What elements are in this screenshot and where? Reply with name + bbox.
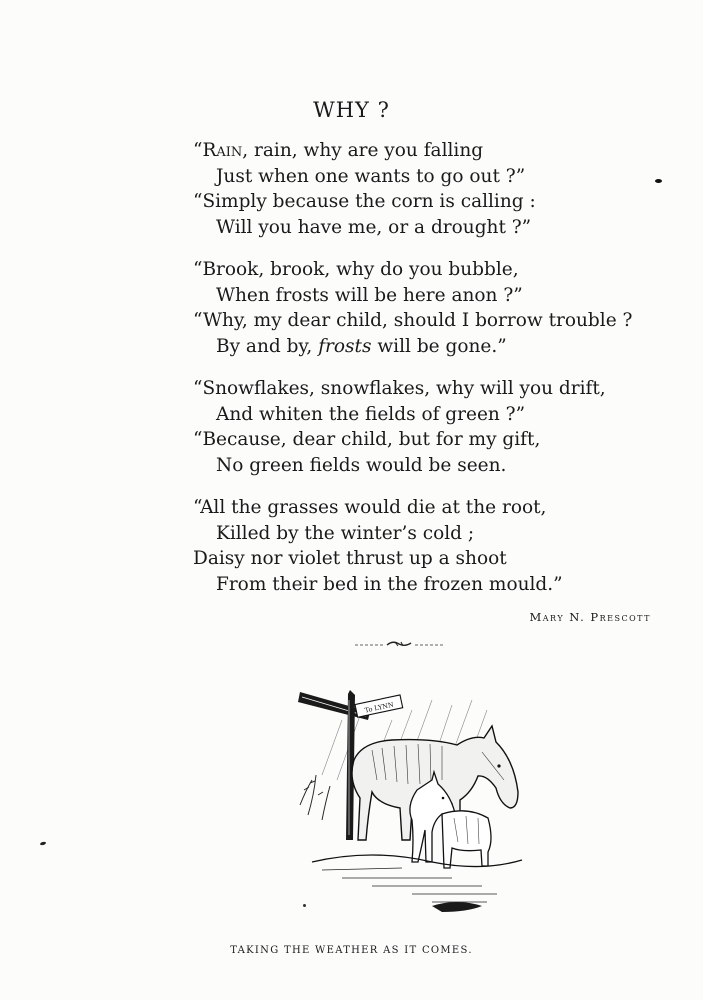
italic-word: frosts — [318, 335, 372, 357]
stanza-2 — [193, 257, 663, 359]
poem-line: When frosts will be here anon ?” — [216, 284, 523, 306]
poem-line: From their bed in the frozen mould.” — [216, 573, 563, 595]
poem-line: And whiten the fields of green ?” — [216, 403, 526, 425]
poem-line: “Why, my dear child, should I borrow trouble ? — [193, 310, 633, 331]
small-caps-word: Rain — [202, 140, 243, 161]
poem-author: Mary N. Prescott — [529, 610, 651, 624]
stanza-1 — [193, 138, 663, 240]
poem-line: “Snowflakes, snowflakes, why will you drift, — [193, 378, 606, 399]
ornament-divider — [353, 638, 445, 650]
illustration-caption: TAKING THE WEATHER AS IT COMES. — [230, 945, 473, 956]
poem-line: “Rain, rain, why are you falling — [193, 140, 484, 161]
ink-speck — [655, 179, 662, 183]
poem-line: “Because, dear child, but for my gift, — [193, 429, 541, 450]
donkey-foal-engraving — [282, 680, 532, 930]
stanza-3 — [193, 376, 663, 478]
poem-line: “All the grasses would die at the root, — [193, 497, 547, 518]
ink-speck — [40, 841, 47, 845]
poem-body — [193, 138, 663, 597]
poem-line: “Brook, brook, why do you bubble, — [193, 259, 519, 280]
signpost-label: To LYNN — [363, 700, 395, 715]
poem-line: Killed by the winter’s cold ; — [216, 522, 475, 544]
poem-line: No green fields would be seen. — [216, 454, 507, 476]
poem-line: Just when one wants to go out ?” — [216, 165, 526, 187]
poem-line: Daisy nor violet thrust up a shoot — [193, 548, 507, 569]
poem-line: “Simply because the corn is calling : — [193, 191, 536, 212]
poem-line: By and by, frosts will be gone.” — [216, 335, 507, 357]
poem-title: WHY ? — [313, 98, 390, 122]
stanza-4 — [193, 495, 663, 597]
poem-line: Will you have me, or a drought ?” — [216, 216, 532, 238]
